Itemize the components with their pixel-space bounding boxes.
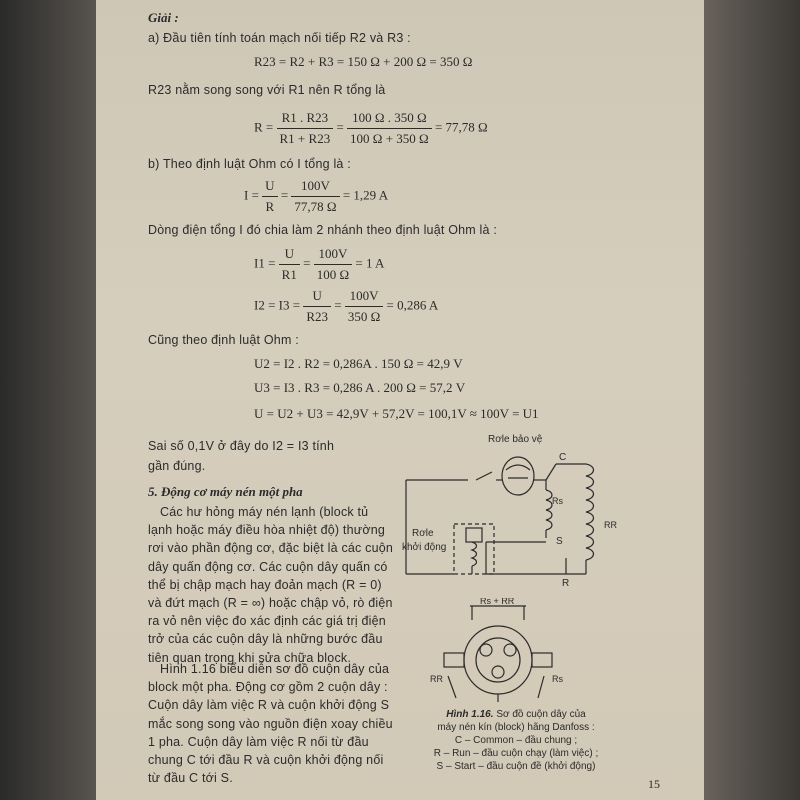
terminal-pin-r — [504, 644, 516, 656]
paragraph-2 — [148, 660, 408, 787]
section-title: 5. Động cơ máy nén một pha — [148, 484, 303, 499]
caption-line-1: Sơ đồ cuộn dây của — [496, 709, 586, 720]
terminal-pin-s — [492, 666, 504, 678]
label-rs-bottom: Rs — [552, 674, 563, 684]
background-right — [700, 0, 800, 800]
para1-line: Các hư hỏng máy nén lạnh (block tủ — [160, 505, 369, 519]
book-page — [96, 0, 704, 800]
para2-line: chung C tới đầu R và cuộn khởi động nối — [148, 753, 384, 768]
protection-relay-symbol — [502, 457, 534, 495]
i1-formula: I1 = $\frac{U}{R1}$ = $\frac{100V}{100 \Omega}$ = 1 A — [254, 246, 385, 282]
label-rele-bao-ve: Rơle bảo vệ — [488, 434, 543, 445]
error-line-2: gần đúng. — [148, 459, 206, 473]
para1-line: lạnh hoặc máy điều hòa nhiệt độ) thường — [148, 523, 386, 538]
error-line-1: Sai số 0,1V ở đây do I2 = I3 tính — [148, 439, 335, 453]
para2-line: Hình 1.16 biểu diễn sơ đồ cuộn dây của — [160, 662, 390, 676]
part-a-intro: a) Đầu tiên tính toán mạch nối tiếp R2 và R3 : — [148, 31, 411, 45]
para1-line: rơi vào phần động cơ, đặc biệt là các cuộn — [148, 541, 394, 556]
caption-title-line — [406, 708, 626, 721]
para1-line: dây quấn động cơ. Các cuộn dây quấn có — [148, 559, 388, 574]
para2-line: từ đầu C tới S. — [148, 771, 233, 786]
r23-parallel-text: R23 nằm song song với R1 nên R tổng là — [148, 83, 386, 97]
label-rr: RR — [604, 520, 617, 530]
page-number: 15 — [648, 777, 660, 791]
label-rele-khoi-dong-2: khởi động — [402, 542, 447, 553]
u2-equation: U2 = I2 . R2 = 0,286A . 150 Ω = 42,9 V — [254, 356, 463, 371]
para2-line: Cuộn dây làm việc R và cuộn khởi động S — [148, 698, 390, 713]
terminal-housing — [464, 626, 532, 694]
switch-symbol — [476, 472, 492, 480]
circuit-diagram — [396, 428, 626, 598]
label-terminal-s: S — [556, 536, 563, 547]
label-rr-bottom: RR — [430, 674, 443, 684]
para2-line: block một pha. Động cơ gồm 2 cuộn dây : — [148, 680, 388, 695]
para2-line: 1 pha. Cuộn dây làm việc R nối từ đầu — [148, 734, 369, 749]
caption-start: S – Start – đầu cuộn đề (khởi động) — [436, 761, 596, 772]
para1-line: tiên quan trọng khi sửa chữa block. — [148, 650, 352, 665]
solution-heading: Giải : — [148, 10, 179, 25]
label-rs-rr: Rs + RR — [480, 598, 515, 606]
branch-intro: Dòng điện tổng I đó chia làm 2 nhánh theo định luật Ohm là : — [148, 223, 498, 237]
paragraph-1 — [148, 503, 408, 667]
para1-line: thể bị chập mạch hay đoản mạch (R = 0) — [148, 577, 382, 592]
terminal-pin-c — [480, 644, 492, 656]
para1-line: ra vỏ nên việc đo xác định các giá trị điện — [148, 614, 386, 629]
terminal-diagram — [426, 598, 576, 706]
caption-run: R – Run – đầu cuộn chạy (làm việc) ; — [433, 748, 599, 759]
part-b-intro: b) Theo định luật Ohm có I tổng là : — [148, 157, 351, 171]
label-rs: Rs — [552, 496, 563, 506]
label-rele-khoi-dong-1: Rơle — [412, 528, 434, 539]
para2-line: mắc song song vào nguồn điện xoay chiều — [148, 716, 393, 731]
label-terminal-r: R — [562, 578, 570, 589]
u3-equation: U3 = I3 . R3 = 0,286 A . 200 Ω = 57,2 V — [254, 380, 466, 395]
u-equation: U = U2 + U3 = 42,9V + 57,2V = 100,1V ≈ 100V = U1 — [254, 406, 539, 421]
caption-common: C – Common – đầu chung ; — [454, 735, 578, 746]
caption-title: Hình 1.16. — [446, 709, 494, 720]
i2-formula: I2 = I3 = $\frac{U}{R23}$ = $\frac{100V}{350 \Omega}$ = 0,286 A — [254, 288, 439, 324]
para1-line: và đứt mạch (R = ∞) hoặc chập vỏ, rò điện — [148, 596, 393, 611]
label-terminal-c: C — [559, 452, 567, 463]
i-total-formula: I = $\frac{U}{R}$ = $\frac{100V}{77,78 \Omega}$ = 1,29 A — [244, 178, 389, 214]
background-left — [0, 0, 100, 800]
caption-line-2: máy nén kín (block) hãng Danfoss : — [437, 722, 595, 733]
r23-equation: R23 = R2 + R3 = 150 Ω + 200 Ω = 350 Ω — [254, 54, 473, 69]
r-total-formula: R = $\frac{R1 . R23}{R1 + R23}$ = $\frac{100 \Omega . 350 \Omega}{100 \Omega + 350 \Omega}$ = 77,78 Ω — [254, 110, 488, 146]
figure-caption — [406, 708, 626, 773]
ohm-intro: Cũng theo định luật Ohm : — [148, 333, 299, 347]
run-coil-symbol — [586, 464, 594, 560]
para1-line: trở của các cuộn dây là những bước đầu — [148, 632, 383, 647]
